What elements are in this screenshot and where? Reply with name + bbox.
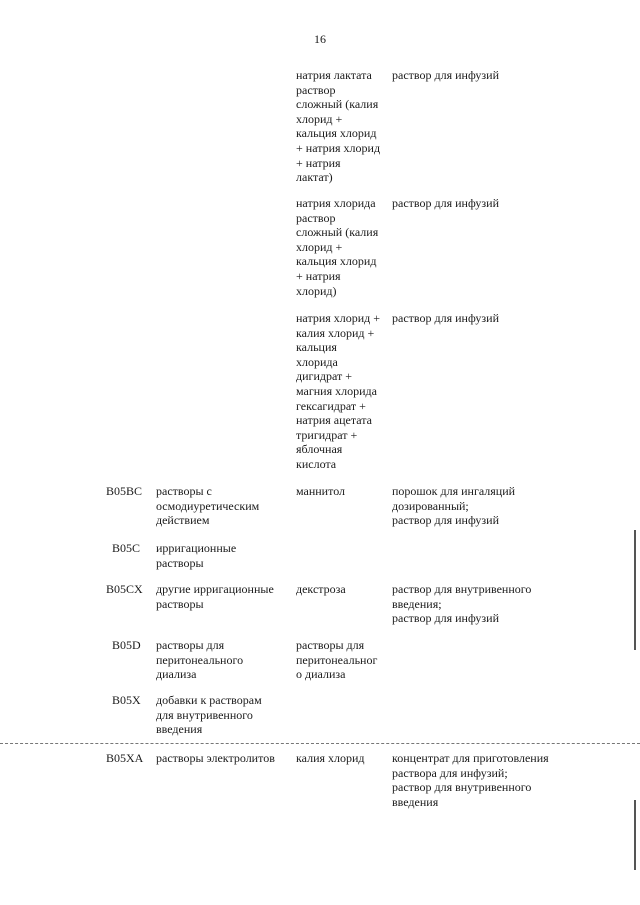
dosage-form: концентрат для приготовления раствора для инфузий; раствор для внутривенного введения [392,751,549,809]
atc-code: B05CX [106,582,143,596]
page-number: 16 [314,32,326,46]
drug-name: декстроза [296,582,346,596]
atc-code: B05BC [106,484,143,498]
page-divider [0,743,640,744]
dosage-form: раствор для инфузий [392,311,499,325]
dosage-form: раствор для инфузий [392,68,499,82]
drug-name: калия хлорид [296,751,365,765]
group-name: растворы электролитов [156,751,275,765]
drug-name: маннитол [296,484,346,498]
group-name: другие ирригационные растворы [156,582,274,611]
atc-code: B05D [112,638,141,652]
scan-edge-mark [634,530,636,650]
drug-name: натрия лактата раствор сложный (калия хлорид + кальция хлорид + натрия хлорид + натрия лактат) [296,68,381,185]
drug-name: растворы для перитонеальног о диализа [296,638,378,682]
drug-name: натрия хлорида раствор сложный (калия хлорид + кальция хлорид + натрия хлорид) [296,196,379,298]
drug-name: натрия хлорид + калия хлорид + кальция хлорида дигидрат + магния хлорида гексагидрат + натрия ацетата тригидрат + яблочная кислота [296,311,381,471]
group-name: растворы с осмодиуретическим действием [156,484,260,528]
group-name: ирригационные растворы [156,541,237,570]
group-name: растворы для перитонеального диализа [156,638,244,682]
dosage-form: раствор для инфузий [392,196,499,210]
atc-code: B05XA [106,751,144,765]
scan-edge-mark [634,800,636,870]
dosage-form: порошок для ингаляций дозированный; раствор для инфузий [392,484,516,528]
group-name: добавки к растворам для внутривенного введения [156,693,262,737]
atc-code: B05X [112,693,141,707]
atc-code: B05C [112,541,141,555]
dosage-form: раствор для внутривенного введения; раствор для инфузий [392,582,532,626]
